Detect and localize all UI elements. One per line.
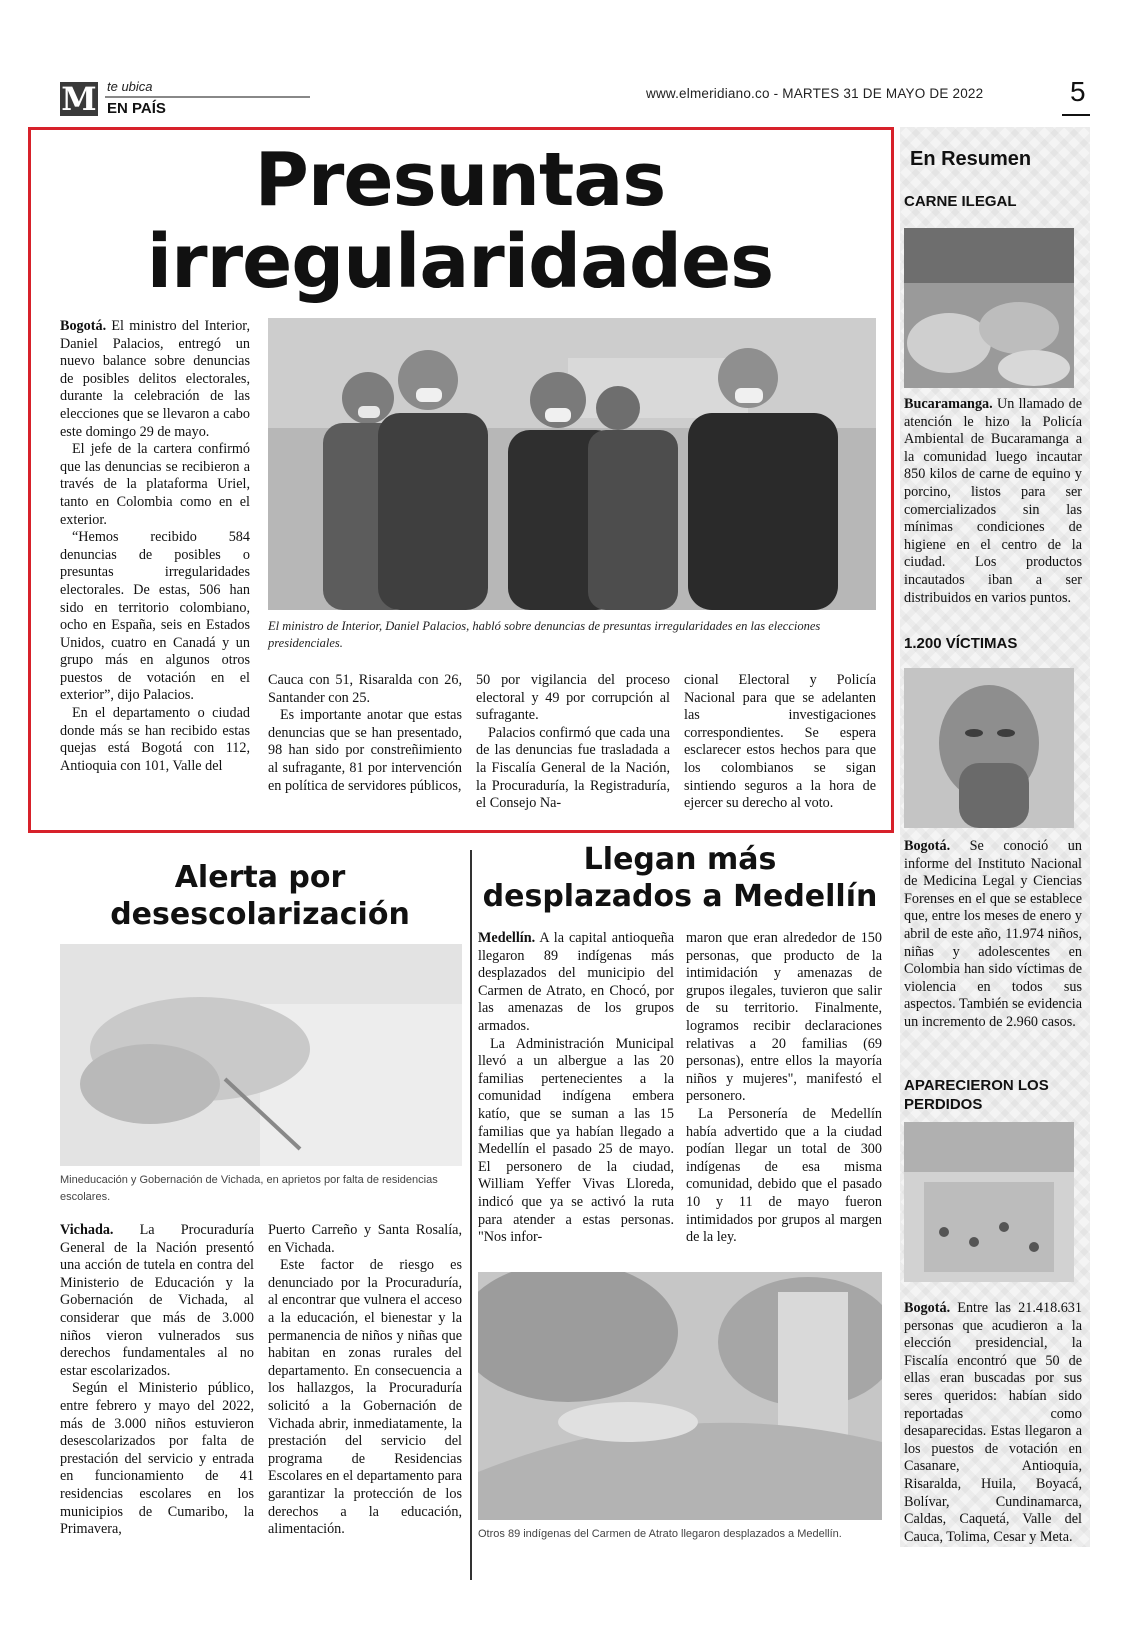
main-story-column-1 <box>60 318 250 775</box>
sidebar-item-victimas-text <box>904 838 1082 1032</box>
main-story-photo <box>268 318 876 610</box>
main-story-paragraph: Palacios confirmó que cada una de las denuncias fue trasladada a la Fiscalía General de la Nación, la Procuraduría, la Registraduría, el Consejo Na- <box>476 724 670 812</box>
writing-hand-photo-illustration <box>60 944 462 1166</box>
story-left-photo-caption: Mineducación y Gobernación de Vichada, en aprietos por falta de residencias escolares. <box>60 1174 438 1203</box>
sidebar-title: En Resumen <box>910 148 1032 170</box>
story-right-paragraph: maron que eran alrededor de 150 personas, que producto de la intimidación y amenazas de grupos ilegales, tuvieron que salir de su territorio. Finalmente, logramos recibir declaraciones relativas a 20 familias (69 personas), entre ellos la mayoría niños y mujeres", manifestó el personero. <box>686 930 882 1105</box>
sidebar-photo-meat <box>904 228 1074 388</box>
story-right-paragraph: La Administración Municipal llevó a un albergue a las 20 familias pertenecientes a la comunidad indígena embera katío, que se suman a las 15 familias que ya habían llegado a Medellín el pasado 25 de mayo. El personero de la ciudad, William Yeffer Vivas Lloreda, indicó que ya se activó la ruta para atender a estas personas. "Nos infor- <box>478 1035 674 1246</box>
main-story-column-3 <box>476 672 670 813</box>
story-left-paragraph: La Procuraduría General de la Nación presentó una acción de tutela en contra del Ministerio de Educación y la Gobernación de Vichada, al considerar que más de 3.000 niños vieron vulnerados sus derechos fundamentales al no estar escolarizados. <box>60 1222 254 1379</box>
site-date-line: www.elmeridiano.co - MARTES 31 DE MAYO DE 2022 <box>646 86 984 101</box>
meat-photo-illustration <box>904 228 1074 388</box>
page-number-rule <box>1062 114 1090 116</box>
park-crowd-photo-illustration <box>478 1272 882 1520</box>
section-label: EN PAÍS <box>107 100 166 117</box>
column-divider <box>470 850 472 1580</box>
story-left-column-2 <box>268 1222 462 1539</box>
main-story-column-4 <box>684 672 876 813</box>
story-right-photo <box>478 1272 882 1520</box>
main-headline-line2: irregularidades <box>146 219 774 305</box>
story-right-column-2 <box>686 930 882 1247</box>
sidebar-kicker-perdidos: APARECIERON LOS PERDIDOS <box>904 1077 1049 1113</box>
story-right-paragraph: La Personería de Medellín había advertido que a la ciudad podían llegar un total de 300 indígenas de esa misma comunidad, debido que el pasado 10 y 11 de mayo fueron intimidados por grupos al margen de la ley. <box>686 1105 882 1246</box>
officials-photo-illustration <box>268 318 876 610</box>
sidebar-dateline: Bogotá. <box>904 838 951 854</box>
story-right-photo-caption: Otros 89 indígenas del Carmen de Atrato llegaron desplazados a Medellín. <box>478 1528 842 1540</box>
story-left-dateline: Vichada. <box>60 1222 114 1238</box>
story-right-paragraph: A la capital antioqueña llegaron 89 indígenas más desplazados del municipio del Carmen de Atrato, en Chocó, por las amenazas de los grupos armados. <box>478 930 674 1034</box>
main-story-paragraph: 50 por vigilancia del proceso electoral y 49 por corrupción al sufragante. <box>476 672 670 724</box>
main-story-paragraph: “Hemos recibido 584 denuncias de posibles o presuntas irregularidades electorales. De estas, 506 han sido en territorio colombiano, ocho en España, seis en Estados Unidos, cuatro en Canadá y un grupo más en algunos otros puestos de votación en el exterior”, dijo Palacios. <box>60 529 250 704</box>
main-story-paragraph: El ministro del Interior, Daniel Palacios, entregó un nuevo balance sobre denuncias de posibles delitos electorales, durante la celebración de las elecciones que se llevaron a cabo este domingo 29 de mayo. <box>60 318 250 440</box>
sidebar-paragraph: Se conoció un informe del Instituto Nacional de Medicina Legal y Ciencias Forenses en el que se establece que, entre los meses de enero y abril de este año, 11.974 niños, niñas y adolescentes en Colombia han sido víctimas de violencia en todos sus aspectos. También se evidencia un incremento de 2.960 casos. <box>904 838 1082 1030</box>
story-right-dateline: Medellín. <box>478 930 536 946</box>
story-left-column-1 <box>60 1222 254 1539</box>
main-story-paragraph: Es importante anotar que estas denuncias que se han presentado, 98 han sido por constreñimiento al sufragante, 81 por intervención en política de servidores públicos, <box>268 707 462 794</box>
sidebar-kicker-victimas: 1.200 VÍCTIMAS <box>904 635 1018 652</box>
sidebar-item-perdidos-text <box>904 1300 1082 1546</box>
sidebar-dateline: Bucaramanga. <box>904 396 993 412</box>
sidebar-dateline: Bogotá. <box>904 1300 951 1316</box>
story-left-paragraph: Puerto Carreño y Santa Rosalía, en Vichada. <box>268 1222 462 1256</box>
main-story-dateline: Bogotá. <box>60 318 107 334</box>
voting-hall-photo-illustration <box>904 1122 1074 1282</box>
sidebar-kicker-carne: CARNE ILEGAL <box>904 193 1017 210</box>
sidebar-item-carne-text <box>904 396 1082 607</box>
sidebar-photo-child <box>904 668 1074 828</box>
main-story-paragraph: Cauca con 51, Risaralda con 26, Santander con 25. <box>268 672 462 706</box>
main-headline-line1: Presuntas <box>254 137 666 223</box>
newspaper-logo: M <box>61 80 97 118</box>
sidebar-paragraph: Un llamado de atención le hizo la Policía Ambiental de Bucaramanga a la comunidad luego incautar 850 kilos de carne de equino y porcino, listos para ser comercializados sin las mínimas condiciones de higiene en el centro de la ciudad. Los productos incautados iban a ser distribuidos en varios puntos. <box>904 396 1082 606</box>
main-story-photo-caption: El ministro de Interior, Daniel Palacios, habló sobre denuncias de presuntas irregularidades en las elecciones presidenciales. <box>268 619 821 650</box>
story-left-headline-line2: desescolarización <box>110 897 410 932</box>
story-right-headline-line1: Llegan más <box>583 842 777 877</box>
story-right-column-1 <box>478 930 674 1247</box>
sidebar-photo-voting-hall <box>904 1122 1074 1282</box>
main-story-paragraph: En el departamento o ciudad donde más se han recibido estas quejas está Bogotá con 112, Antioquia con 101, Valle del <box>60 705 250 774</box>
main-story-paragraph: cional Electoral y Policía Nacional para que se adelanten las investigaciones correspondientes. Se espera esclarecer estos hechos para que los colombianos se sigan sintiendo seguros a la hora de ejercer su derecho al voto. <box>684 672 876 812</box>
logo-tagline: te ubica <box>107 79 153 94</box>
main-story-column-2 <box>268 672 462 795</box>
story-left-photo <box>60 944 462 1166</box>
header-rule <box>105 96 310 98</box>
sidebar-paragraph: Entre las 21.418.631 personas que acudieron a la elección presidencial, la Fiscalía encontró que 50 de ellas eran buscadas por sus seres queridos: habían sido reportadas como desaparecidas. Estas llegaron a los puestos de votación en Casanare, Antioquia, Risaralda, Huila, Boyacá, Bolívar, Cundinamarca, Caldas, Caquetá, Valle del Cauca, Tolima, Cesar y Meta. <box>904 1300 1082 1545</box>
child-photo-illustration <box>904 668 1074 828</box>
story-left-headline-line1: Alerta por <box>174 860 346 895</box>
main-story-paragraph: El jefe de la cartera confirmó que las denuncias se recibieron a través de la plataforma Uriel, tanto en Colombia como en el exterior. <box>60 441 250 528</box>
page-number: 5 <box>1070 76 1086 107</box>
story-right-headline-line2: desplazados a Medellín <box>482 879 878 914</box>
story-left-paragraph: Este factor de riesgo es denunciado por la Procuraduría, al encontrar que vulnera el acceso a la educación, el bienestar y la permanencia de niños y niñas que habitan en zonas rurales del departamento. En consecuencia a los hallazgos, la Procuraduría solicitó a la Gobernación de Vichada abrir, inmediatamente, la prestación del servicio del programa de Residencias Escolares en el departamento para garantizar la protección de los derechos a la educación, alimentación. <box>268 1257 462 1538</box>
story-left-paragraph: Según el Ministerio público, entre febrero y mayo del 2022, más de 3.000 niños estuvieron desescolarizados por falta de prestación del servicio y entrada en funcionamiento de 41 residencias escolares en los municipios de Cumaribo, la Primavera, <box>60 1380 254 1538</box>
